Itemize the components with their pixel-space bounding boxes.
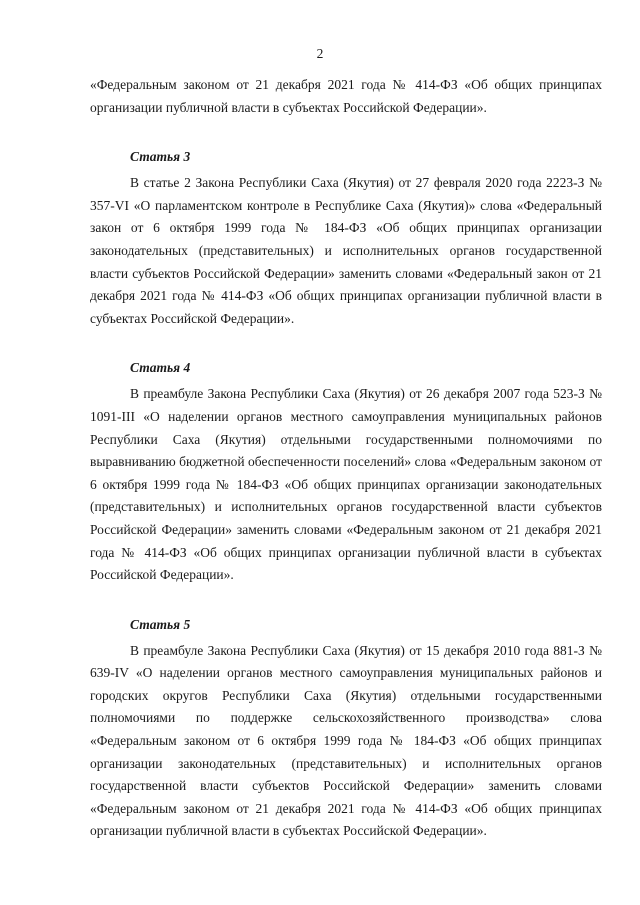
- continuation-paragraph: «Федеральным законом от 21 декабря 2021 года № 414-ФЗ «Об общих принципах организации публичной власти в субъектах Российской Федерации».: [90, 77, 602, 115]
- article-text: В статье 2 Закона Республики Саха (Якутия) от 27 февраля 2020 года 2223-З № 357-VI «О парламентском контроле в Республике Саха (Якутия)» слова «Федеральный закон от 6 октября 1999 года № 184-ФЗ «Об общих принципах организации законодательных (представительных) и исполнительных органов государственной власти субъектов Российской Федерации» заменить словами «Федеральный закон от 21 декабря 2021 года № 414-ФЗ «Об общих принципах организации публичной власти в субъектах Российской Федерации».: [90, 175, 602, 326]
- article-3: [90, 146, 602, 330]
- article-heading: Статья 5: [130, 616, 191, 632]
- article-text: В преамбуле Закона Республики Саха (Якутия) от 26 декабря 2007 года 523-З № 1091-III «О наделении органов местного самоуправления муниципальных районов Республики Саха (Якутия) отдельными государственными полномочиями по выравниванию бюджетной обеспеченности поселений» слова «Федеральным законом от 6 октября 1999 года № 184-ФЗ «Об общих принципах организации законодательных (представительных) и исполнительных органов государственной власти субъектов Российской Федерации» заменить словами «Федеральным законом от 21 декабря 2021 года № 414-ФЗ «Об общих принципах организации публичной власти в субъектах Российской Федерации».: [90, 386, 602, 583]
- article-heading: Статья 3: [130, 149, 191, 165]
- document-body: [90, 74, 602, 843]
- page-number: 2: [316, 46, 324, 61]
- article-text: В преамбуле Закона Республики Саха (Якутия) от 15 декабря 2010 года 881-З № 639-IV «О наделении органов местного самоуправления муниципальных районов и городских округов Республики Саха (Якутия) отдельными государственными полномочиями по поддержке сельскохозяйственного производства» слова «Федеральным законом от 6 октября 1999 года № 184-ФЗ «Об общих принципах организации законодательных (представительных) и исполнительных органов государственной власти субъектов Российской Федерации» заменить словами «Федеральным законом от 21 декабря 2021 года № 414-ФЗ «Об общих принципах организации публичной власти в субъектах Российской Федерации».: [90, 642, 602, 839]
- article-4: [90, 357, 602, 586]
- article-5: [90, 614, 602, 843]
- article-heading: Статья 4: [130, 360, 191, 376]
